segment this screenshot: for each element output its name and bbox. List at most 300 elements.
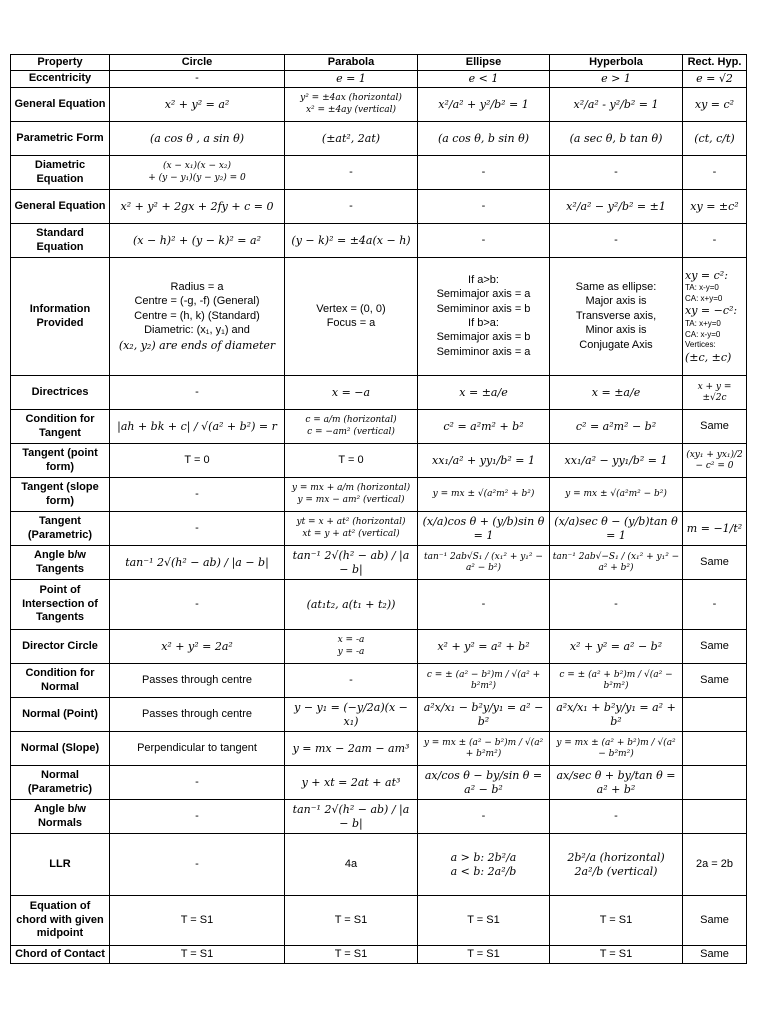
rect-cell (683, 766, 747, 800)
circle-cell-lines (112, 948, 282, 961)
hyperbola-cell-lines (552, 489, 680, 500)
hyperbola-cell-lines (552, 200, 680, 213)
circle-cell-lines (112, 914, 282, 927)
header-row (11, 55, 747, 71)
hyperbola-cell (550, 258, 683, 376)
rect-cell-lines (685, 914, 744, 927)
hyperbola-cell-lines (552, 132, 680, 145)
circle-cell (110, 376, 285, 410)
circle-value: (x₂, y₂) are ends of diameter (118, 338, 276, 352)
circle-value: Centre = (-g, -f) (General) (134, 295, 260, 308)
ellipse-cell-lines (420, 166, 547, 179)
ellipse-value: c² = a²m² + b² (443, 419, 524, 433)
rect-cell (683, 410, 747, 444)
parabola-value: c = −am² (vertical) (307, 427, 395, 437)
hyperbola-value: x = ±a/e (591, 385, 641, 399)
parabola-cell (285, 444, 418, 478)
parabola-cell-lines (287, 701, 415, 728)
rect-value: e = √2 (696, 72, 733, 86)
hyperbola-cell-lines (552, 386, 680, 399)
parabola-value: y = mx + a/m (horizontal) (291, 483, 411, 494)
circle-value: T = 0 (184, 453, 210, 466)
hyperbola-value: xx₁/a² − yy₁/b² = 1 (564, 453, 668, 467)
property-cell: Point of Intersection of Tangents (11, 580, 110, 630)
parabola-value: (at₁t₂, a(t₁ + t₂)) (306, 597, 396, 611)
parabola-value: x = -a (337, 635, 365, 646)
property-cell: Equation of chord with given midpoint (11, 896, 110, 946)
parabola-cell-lines (287, 635, 415, 658)
circle-value: (x − x₁)(x − x₂) (162, 161, 232, 172)
hyperbola-cell-lines (552, 948, 680, 961)
hyperbola-cell (550, 478, 683, 512)
property-cell: Angle b/w Normals (11, 800, 110, 834)
parabola-cell-lines (287, 858, 415, 871)
header-circle: Circle (110, 55, 285, 71)
rect-cell-lines (685, 640, 744, 653)
circle-value: x² + y² = a² (164, 97, 230, 111)
header-parabola: Parabola (285, 55, 418, 71)
hyperbola-cell (550, 512, 683, 546)
ellipse-cell-lines (420, 598, 547, 611)
circle-cell (110, 224, 285, 258)
parabola-cell (285, 834, 418, 896)
ellipse-cell (418, 546, 550, 580)
ellipse-cell-lines (420, 132, 547, 145)
circle-cell-lines (112, 161, 282, 184)
rect-cell (683, 190, 747, 224)
rect-value: Same (700, 913, 729, 926)
ellipse-value: If b>a: (468, 317, 499, 329)
circle-value: Centre = (h, k) (Standard) (134, 309, 260, 322)
parabola-value: y + xt = 2at + at³ (301, 775, 401, 789)
ellipse-value: x = ±a/e (459, 385, 508, 399)
parabola-cell (285, 946, 418, 964)
hyperbola-cell (550, 800, 683, 834)
rect-cell (683, 580, 747, 630)
hyperbola-cell-lines (552, 701, 680, 728)
rect-value: Same (700, 947, 729, 960)
hyperbola-cell-lines (552, 234, 680, 247)
circle-cell (110, 580, 285, 630)
header-rect-hyp: Rect. Hyp. (683, 55, 747, 71)
hyperbola-value: 2b²/a (horizontal) (567, 850, 665, 864)
parabola-value: x² = ±4ay (vertical) (305, 105, 397, 115)
circle-value: Perpendicular to tangent (137, 741, 257, 754)
property-cell: Directrices (11, 376, 110, 410)
circle-value: - (195, 857, 199, 870)
rect-cell (683, 800, 747, 834)
rect-cell-lines (685, 234, 744, 247)
table-row (11, 766, 747, 800)
circle-cell-lines (112, 598, 282, 611)
table-row (11, 546, 747, 580)
hyperbola-cell (550, 376, 683, 410)
circle-value: + (y − y₁)(y − y₂) = 0 (148, 173, 246, 183)
parabola-value: tan⁻¹ 2√(h² − ab) / |a − b| (292, 549, 410, 576)
hyperbola-cell (550, 224, 683, 258)
circle-value: Passes through centre (141, 707, 253, 720)
hyperbola-cell (550, 546, 683, 580)
rect-value: xy = ±c² (690, 199, 739, 213)
parabola-value: - (349, 199, 353, 212)
hyperbola-value: c² = a²m² − b² (575, 419, 657, 433)
hyperbola-cell-lines (552, 598, 680, 611)
ellipse-value: x² + y² = a² + b² (437, 639, 530, 653)
circle-value: tan⁻¹ 2√(h² − ab) / |a − b| (125, 555, 269, 569)
rect-cell-lines (685, 72, 744, 85)
hyperbola-cell (550, 630, 683, 664)
parabola-cell-lines (287, 598, 415, 611)
table-row (11, 156, 747, 190)
ellipse-cell (418, 224, 550, 258)
circle-value: - (195, 385, 199, 398)
ellipse-cell-lines (420, 769, 547, 796)
circle-cell-lines (112, 556, 282, 569)
circle-cell-lines (112, 810, 282, 823)
parabola-value: y = -a (337, 647, 365, 657)
property-cell: Information Provided (11, 258, 110, 376)
table-row (11, 190, 747, 224)
table-row (11, 800, 747, 834)
hyperbola-cell-lines (552, 810, 680, 823)
circle-cell-lines (112, 98, 282, 111)
ellipse-value: tan⁻¹ 2ab√S₁ / (x₁² + y₁² − a² − b²) (424, 551, 543, 573)
ellipse-cell-lines (420, 552, 547, 574)
ellipse-cell-lines (420, 98, 547, 111)
property-cell: General Equation (11, 190, 110, 224)
hyperbola-value: Major axis is (585, 295, 647, 308)
circle-cell-lines (112, 858, 282, 871)
ellipse-value: a > b: 2b²/a (450, 850, 517, 864)
hyperbola-cell (550, 834, 683, 896)
hyperbola-cell (550, 88, 683, 122)
hyperbola-value: - (614, 809, 618, 822)
ellipse-cell (418, 664, 550, 698)
parabola-cell (285, 410, 418, 444)
hyperbola-value: x² + y² = a² − b² (569, 639, 663, 653)
rect-value: TA: x-y=0 (685, 282, 719, 292)
property-cell: Eccentricity (11, 71, 110, 88)
hyperbola-value: x²/a² - y²/b² = 1 (573, 97, 659, 111)
hyperbola-value: (x/a)sec θ − (y/b)tan θ = 1 (554, 515, 678, 542)
ellipse-value: Semiminor axis = a (436, 345, 531, 358)
ellipse-cell (418, 732, 550, 766)
circle-cell-lines (112, 281, 282, 352)
rect-value: Vertices: (685, 340, 716, 350)
hyperbola-cell-lines (552, 738, 680, 760)
rect-cell (683, 698, 747, 732)
parabola-cell-lines (287, 234, 415, 247)
hyperbola-cell (550, 698, 683, 732)
table-row (11, 834, 747, 896)
ellipse-cell (418, 376, 550, 410)
ellipse-value: Semiminor axis = b (436, 302, 531, 315)
property-cell: Condition for Normal (11, 664, 110, 698)
parabola-cell-lines (287, 93, 415, 116)
parabola-cell-lines (287, 166, 415, 179)
hyperbola-cell-lines (552, 670, 680, 692)
parabola-cell (285, 800, 418, 834)
rect-value: Same (700, 639, 729, 652)
hyperbola-cell (550, 71, 683, 88)
rect-value: xy = c² (694, 97, 735, 111)
property-cell: Parametric Form (11, 122, 110, 156)
circle-cell (110, 546, 285, 580)
ellipse-cell (418, 71, 550, 88)
header-hyperbola: Hyperbola (550, 55, 683, 71)
rect-value: m = −1/t² (686, 521, 743, 535)
rect-cell-lines (685, 132, 744, 145)
hyperbola-cell-lines (552, 769, 680, 796)
parabola-cell-lines (287, 132, 415, 145)
rect-cell (683, 444, 747, 478)
ellipse-cell (418, 630, 550, 664)
ellipse-cell (418, 122, 550, 156)
rect-cell (683, 630, 747, 664)
property-cell: Diametric Equation (11, 156, 110, 190)
ellipse-cell (418, 444, 550, 478)
parabola-cell (285, 190, 418, 224)
parabola-value: - (349, 165, 353, 178)
circle-cell (110, 478, 285, 512)
parabola-cell (285, 766, 418, 800)
circle-cell-lines (112, 386, 282, 399)
circle-cell-lines (112, 200, 282, 213)
circle-value: - (195, 72, 199, 85)
table-row (11, 664, 747, 698)
header-ellipse: Ellipse (418, 55, 550, 71)
ellipse-value: e < 1 (468, 72, 499, 86)
ellipse-value: Semimajor axis = b (436, 331, 531, 344)
parabola-cell (285, 71, 418, 88)
circle-cell-lines (112, 132, 282, 145)
hyperbola-cell-lines (552, 640, 680, 653)
circle-cell-lines (112, 522, 282, 535)
rect-cell (683, 512, 747, 546)
circle-value: Radius = a (170, 280, 224, 293)
conic-sections-table (10, 54, 747, 964)
parabola-value: tan⁻¹ 2√(h² − ab) / |a − b| (292, 803, 410, 830)
circle-cell (110, 698, 285, 732)
circle-value: (x − h)² + (y − k)² = a² (133, 233, 261, 247)
ellipse-value: a < b: 2a²/b (450, 865, 517, 878)
rect-value: x + y = ±√2c (697, 381, 732, 403)
property-cell: Tangent (slope form) (11, 478, 110, 512)
rect-cell-lines (685, 382, 744, 404)
hyperbola-value: - (614, 165, 618, 178)
parabola-value: yt = x + at² (horizontal) (296, 517, 406, 528)
parabola-cell-lines (287, 386, 415, 399)
parabola-cell-lines (287, 674, 415, 687)
ellipse-cell-lines (420, 640, 547, 653)
table-row (11, 630, 747, 664)
circle-value: x² + y² + 2gx + 2fy + c = 0 (120, 199, 274, 213)
property-cell: Normal (Slope) (11, 732, 110, 766)
ellipse-cell (418, 258, 550, 376)
parabola-cell (285, 376, 418, 410)
ellipse-cell-lines (420, 670, 547, 692)
circle-cell-lines (112, 488, 282, 501)
ellipse-cell (418, 896, 550, 946)
parabola-value: y = mx − 2am − am³ (292, 741, 410, 755)
hyperbola-cell-lines (552, 552, 680, 574)
table-row (11, 896, 747, 946)
rect-cell-lines (685, 674, 744, 687)
parabola-value: - (349, 673, 353, 686)
parabola-value: y − y₁ = (−y/2a)(x − x₁) (294, 701, 408, 728)
ellipse-value: y = mx ± √(a²m² + b²) (432, 489, 535, 500)
rect-cell-lines (685, 598, 744, 611)
rect-cell (683, 156, 747, 190)
circle-value: x² + y² = 2a² (161, 639, 233, 653)
hyperbola-value: - (614, 233, 618, 246)
hyperbola-value: Conjugate Axis (579, 338, 653, 351)
parabola-cell-lines (287, 742, 415, 755)
rect-cell (683, 834, 747, 896)
circle-cell (110, 946, 285, 964)
parabola-value: xt = y + at² (vertical) (302, 529, 400, 539)
ellipse-cell-lines (420, 274, 547, 359)
ellipse-value: xx₁/a² + yy₁/b² = 1 (432, 453, 535, 467)
rect-value: - (712, 597, 717, 610)
parabola-cell (285, 512, 418, 546)
circle-cell-lines (112, 454, 282, 467)
property-cell: Tangent (Parametric) (11, 512, 110, 546)
circle-cell (110, 444, 285, 478)
rect-value: xy = c²: (685, 268, 728, 282)
circle-value: - (195, 521, 199, 534)
circle-value: Diametric: (x₁, y₁) and (144, 324, 250, 337)
parabola-value: y² = ±4ax (horizontal) (300, 93, 402, 104)
circle-value: (a cos θ , a sin θ) (149, 131, 245, 145)
hyperbola-cell-lines (552, 914, 680, 927)
ellipse-cell (418, 88, 550, 122)
hyperbola-cell (550, 766, 683, 800)
rect-cell (683, 258, 747, 376)
parabola-cell (285, 630, 418, 664)
ellipse-value: ax/cos θ − by/sin θ = a² − b² (424, 769, 543, 796)
rect-cell-lines (685, 269, 744, 365)
parabola-value: e = 1 (336, 72, 366, 86)
ellipse-cell-lines (420, 810, 547, 823)
hyperbola-value: T = S1 (599, 947, 633, 960)
hyperbola-value: a²x/x₁ + b²y/y₁ = a² + b² (556, 701, 676, 728)
ellipse-cell-lines (420, 851, 547, 879)
hyperbola-value: x²/a² − y²/b² = ±1 (566, 199, 666, 213)
ellipse-cell-lines (420, 72, 547, 85)
parabola-value: x = −a (331, 385, 371, 399)
rect-cell-lines (685, 556, 744, 569)
ellipse-value: y = mx ± (a² − b²)m / √(a² + b²m²) (423, 737, 544, 759)
rect-cell-lines (685, 450, 744, 472)
circle-cell (110, 71, 285, 88)
parabola-cell (285, 224, 418, 258)
hyperbola-value: - (614, 597, 618, 610)
ellipse-cell (418, 946, 550, 964)
ellipse-cell-lines (420, 948, 547, 961)
rect-cell (683, 88, 747, 122)
hyperbola-cell-lines (552, 72, 680, 85)
parabola-cell (285, 664, 418, 698)
circle-cell-lines (112, 742, 282, 755)
rect-value: Same (700, 419, 729, 432)
circle-value: T = S1 (180, 913, 214, 926)
rect-value: Same (700, 673, 729, 686)
hyperbola-cell (550, 664, 683, 698)
rect-cell-lines (685, 522, 744, 535)
circle-cell (110, 766, 285, 800)
hyperbola-value: Minor axis is (585, 324, 647, 337)
rect-value: - (712, 233, 717, 246)
ellipse-cell (418, 512, 550, 546)
ellipse-value: x²/a² + y²/b² = 1 (438, 97, 529, 111)
hyperbola-cell (550, 896, 683, 946)
rect-cell-lines (685, 166, 744, 179)
rect-cell-lines (685, 200, 744, 213)
ellipse-value: If a>b: (468, 273, 499, 286)
ellipse-value: - (481, 597, 486, 610)
circle-cell-lines (112, 674, 282, 687)
parabola-cell (285, 546, 418, 580)
ellipse-cell-lines (420, 515, 547, 542)
table-row (11, 410, 747, 444)
ellipse-value: - (481, 199, 486, 212)
circle-cell (110, 512, 285, 546)
parabola-cell-lines (287, 483, 415, 506)
circle-value: |ah + bk + c| / √(a² + b²) = r (117, 419, 277, 433)
rect-cell-lines (685, 98, 744, 111)
property-cell: Tangent (point form) (11, 444, 110, 478)
rect-cell (683, 71, 747, 88)
rect-cell (683, 664, 747, 698)
circle-cell (110, 122, 285, 156)
ellipse-cell-lines (420, 701, 547, 728)
ellipse-cell (418, 478, 550, 512)
parabola-cell (285, 580, 418, 630)
rect-value: xy = −c²: (685, 304, 738, 318)
parabola-cell (285, 88, 418, 122)
circle-value: - (195, 487, 199, 500)
hyperbola-cell (550, 410, 683, 444)
hyperbola-value: ax/sec θ + by/tan θ = a² + b² (556, 769, 676, 796)
table-row (11, 376, 747, 410)
ellipse-value: - (481, 165, 486, 178)
hyperbola-cell-lines (552, 420, 680, 433)
table-row (11, 71, 747, 88)
property-cell: Standard Equation (11, 224, 110, 258)
circle-cell-lines (112, 72, 282, 85)
circle-cell-lines (112, 640, 282, 653)
parabola-cell-lines (287, 803, 415, 830)
parabola-value: T = 0 (338, 453, 364, 466)
rect-cell-lines (685, 858, 744, 871)
rect-cell (683, 946, 747, 964)
hyperbola-value: 2a²/b (vertical) (574, 865, 658, 878)
circle-cell (110, 664, 285, 698)
rect-cell (683, 732, 747, 766)
parabola-cell-lines (287, 200, 415, 213)
hyperbola-value: (a sec θ, b tan θ) (569, 131, 663, 145)
property-cell: Angle b/w Tangents (11, 546, 110, 580)
table-row (11, 732, 747, 766)
parabola-value: T = S1 (334, 947, 368, 960)
property-cell: Director Circle (11, 630, 110, 664)
property-cell: Chord of Contact (11, 946, 110, 964)
ellipse-value: - (481, 809, 486, 822)
ellipse-cell (418, 800, 550, 834)
table-row (11, 122, 747, 156)
parabola-value: (±at², 2at) (321, 131, 381, 145)
